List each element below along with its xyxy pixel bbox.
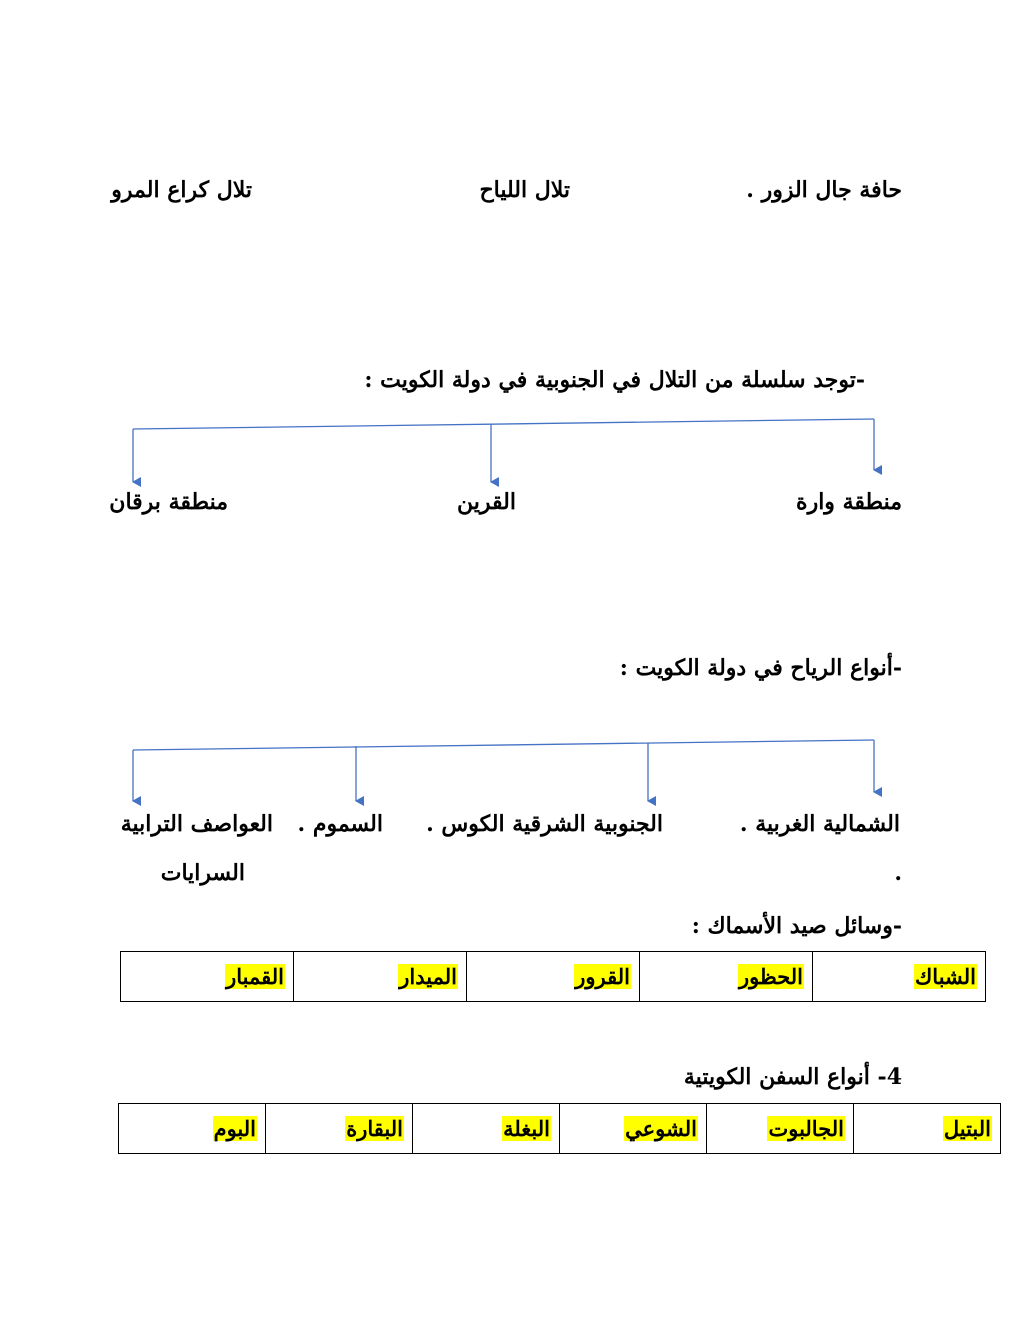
- fishing-heading: -وسائل صيد الأسماك :: [691, 913, 902, 939]
- winds-item-samoom: السموم .: [297, 811, 383, 837]
- southern-hills-item-qurain: القرين: [457, 489, 516, 515]
- winds-heading: -أنواع الرياح في دولة الكويت :: [619, 655, 902, 681]
- ships-cell-jalboot: الجالبوت: [768, 1116, 844, 1141]
- hills-item-zour: حافة جال الزور .: [746, 177, 902, 203]
- table-cell: [707, 1104, 854, 1154]
- table-cell: [467, 952, 640, 1002]
- winds-item-northwest: الشمالية الغربية .: [739, 811, 900, 837]
- winds-item-sarayat: السرايات: [160, 860, 245, 886]
- fishing-cell-shabak: الشباك: [914, 964, 976, 989]
- southern-hills-bracket-line: [133, 419, 874, 429]
- table-cell: [413, 1104, 560, 1154]
- winds-item-dust-storms: العواصف الترابية: [120, 811, 273, 837]
- fishing-cell-qambar: القمبار: [226, 964, 284, 989]
- ships-cell-batteel: البتيل: [943, 1116, 991, 1141]
- southern-hills-item-burgan: منطقة برقان: [109, 489, 228, 515]
- ships-cell-shuwai: الشوعي: [625, 1116, 697, 1141]
- southern-hills-item-wara: منطقة وارة: [796, 489, 902, 515]
- fishing-cell-meedar: الميدار: [399, 964, 457, 989]
- fishing-table: [120, 951, 986, 1002]
- table-cell: [119, 1104, 266, 1154]
- fishing-cell-qaroor: القرور: [575, 964, 630, 989]
- ships-cell-baghla: البغلة: [503, 1116, 550, 1141]
- ships-cell-baqqara: البقارة: [346, 1116, 403, 1141]
- ships-heading: 4- أنواع السفن الكويتية: [683, 1064, 902, 1090]
- winds-trailing-dot: .: [894, 860, 902, 886]
- table-cell: [854, 1104, 1001, 1154]
- table-cell: [813, 952, 986, 1002]
- winds-bracket-line: [133, 740, 874, 750]
- hills-item-kura: تلال كراع المرو: [111, 177, 252, 203]
- table-cell: [560, 1104, 707, 1154]
- southern-hills-heading: -توجد سلسلة من التلال في الجنوبية في دولة الكويت :: [364, 367, 865, 393]
- table-cell: [266, 1104, 413, 1154]
- table-cell: [640, 952, 813, 1002]
- fishing-cell-hathoor: الحظور: [738, 964, 803, 989]
- table-cell: [121, 952, 294, 1002]
- winds-connector: [133, 740, 874, 801]
- hills-item-liyah: تلال اللياح: [479, 177, 570, 203]
- table-row: [119, 1104, 1001, 1154]
- table-row: [121, 952, 986, 1002]
- southern-hills-connector: [133, 419, 874, 482]
- ships-cell-boom: البوم: [213, 1116, 256, 1141]
- ships-table: [118, 1103, 1001, 1154]
- winds-item-southeast: الجنوبية الشرقية الكوس .: [426, 811, 663, 837]
- table-cell: [294, 952, 467, 1002]
